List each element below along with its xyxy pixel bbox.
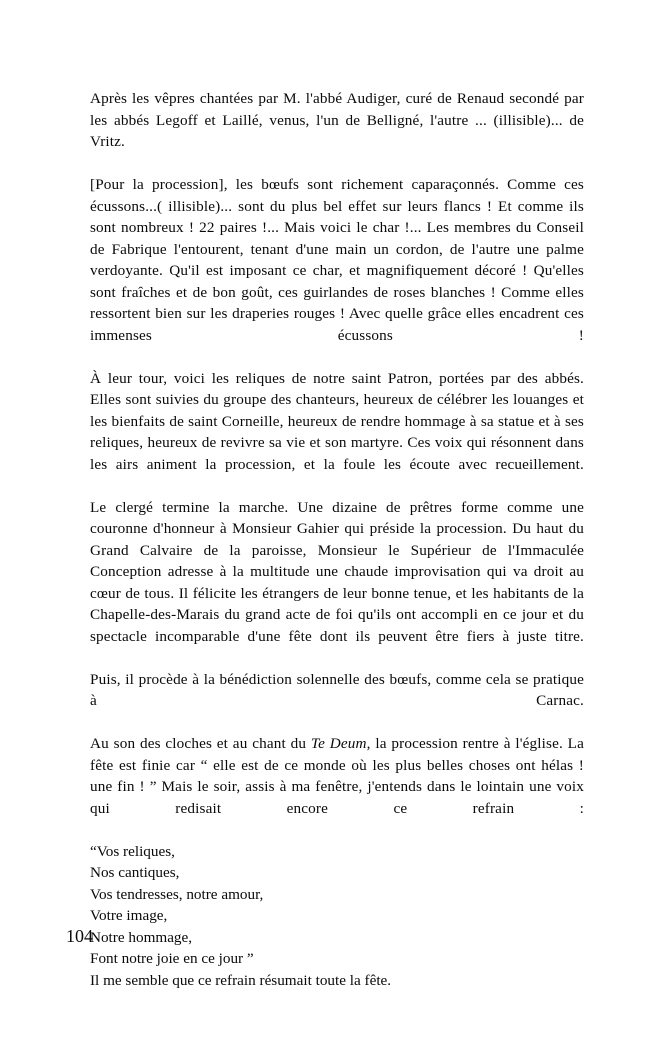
- verse-line: Votre image,: [90, 907, 168, 924]
- te-deum-title: Te Deum: [310, 735, 367, 752]
- page-text-block: [90, 88, 584, 991]
- paragraph-benediction: Puis, il procède à la bénédiction solennelle des bœufs, comme cela se pratique à Carnac.: [90, 670, 584, 709]
- verse-line: “Vos reliques,: [90, 842, 175, 860]
- paragraph-vepres: Après les vêpres chantées par M. l'abbé Audiger, curé de Renaud secondé par les abbés Legoff et Laillé, venus, l'un de Belligné, l'autre ... (illisible)... de Vritz.: [90, 90, 584, 150]
- verse-line: Notre hommage,: [90, 928, 193, 946]
- paragraph-te-deum: [90, 733, 584, 841]
- te-deum-text-after: , la procession rentre à l'église. La fête est finie car “ elle est de ce monde où les plus belles choses ont hélas ! une fin ! ” Mais le soir, assis à ma fenêtre, j'entends dans le lointain une voix qui redisait encore ce refrain :: [90, 735, 584, 817]
- verse-line: Vos tendresses, notre amour,: [90, 885, 264, 903]
- closing-line: Il me semble que ce refrain résumait toute la fête.: [90, 971, 392, 989]
- verse-line: Nos cantiques,: [90, 864, 180, 881]
- verse-refrain: [90, 841, 584, 970]
- paragraph-procession-boeufs: [Pour la procession], les bœufs sont richement caparaçonnés. Comme ces écussons...( illisible)... sont du plus bel effet sur leurs flancs ! Et comme ils sont nombreux ! 22 paires !... Mais voici le char !... Les membres du Conseil de Fabrique l'entourent, tenant d'une main un cordon, de l'autre une palme verdoyante. Qu'il est imposant ce char, et magnifiquement décoré ! Qu'elles sont fraîches et de bon goût, ces guirlandes de roses blanches ! Comme elles ressortent bien sur les draperies rouges ! Avec quelle grâce elles encadrent ces immenses écussons !: [90, 176, 584, 344]
- verse-line: Font notre joie en ce jour ”: [90, 950, 254, 967]
- paragraph-clerge: Le clergé termine la marche. Une dizaine de prêtres forme comme une couronne d'honneur à Monsieur Gahier qui préside la procession. Du haut du Grand Calvaire de la paroisse, Monsieur le Supérieur de l'Immaculée Conception adresse à la multitude une chaude improvisation qui va droit au cœur de tous. Il félicite les étrangers de leur bonne tenue, et les habitants de la Chapelle-des-Marais du grand acte de foi qu'ils ont accompli en ce jour et du spectacle incomparable d'une fête dont ils peuvent être fiers à juste titre.: [90, 498, 584, 645]
- paragraph-reliques: À leur tour, voici les reliques de notre saint Patron, portées par des abbés. Elles sont suivies du groupe des chanteurs, heureux de célébrer les louanges et les bienfaits de saint Corneille, heureux de rendre hommage à sa statue et à ses reliques, heureux de revivre sa vie et son martyre. Ces voix qui résonnent dans les airs animent la procession, et la foule les écoute avec recueillement.: [90, 369, 584, 473]
- te-deum-text-before: Au son des cloches et au chant du: [90, 735, 311, 752]
- page-number: 104: [66, 926, 93, 946]
